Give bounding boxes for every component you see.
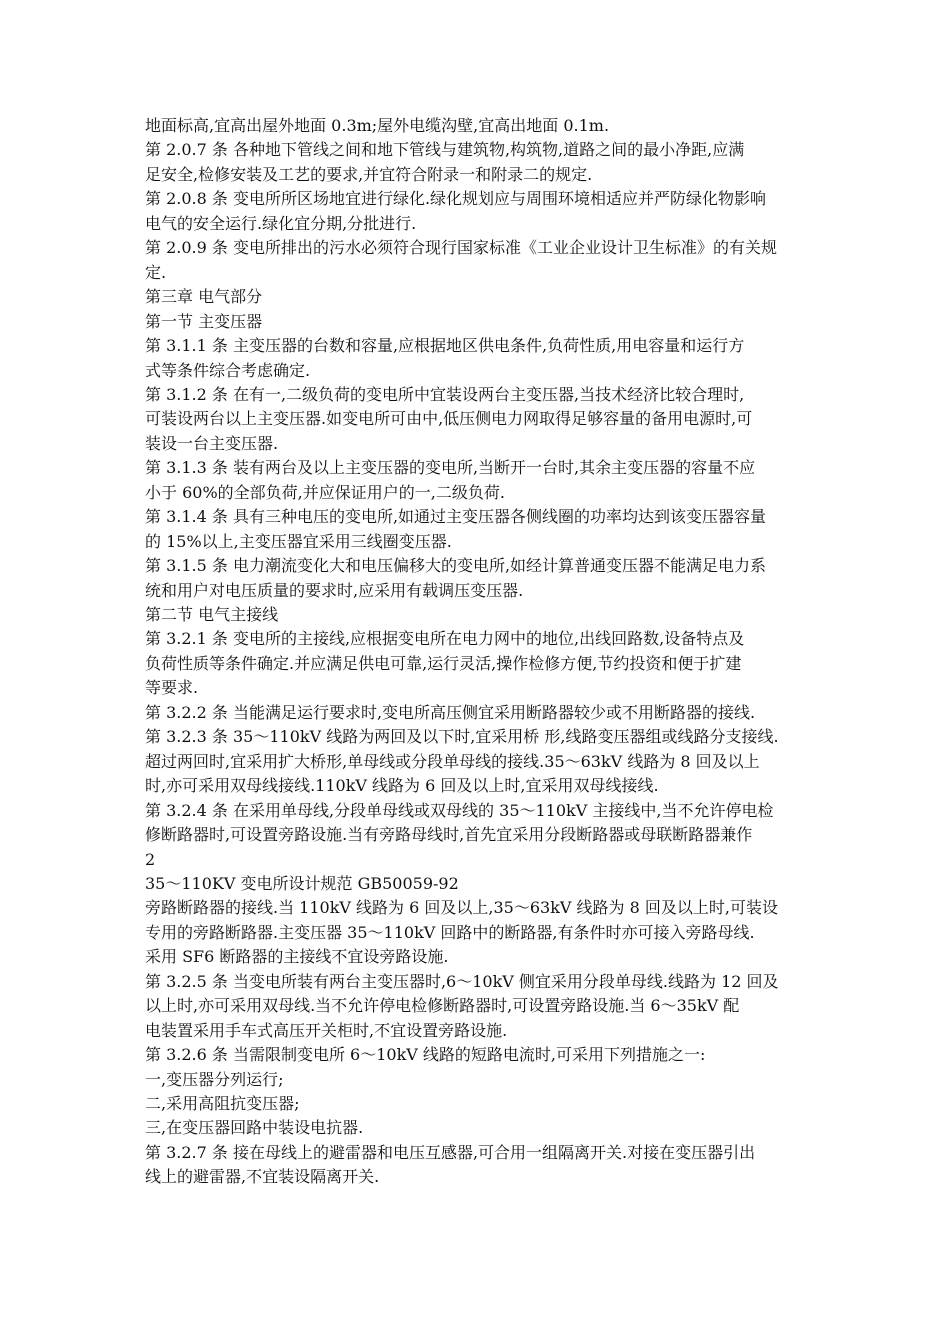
text-line: 等要求.	[145, 678, 199, 698]
text-line: 二,采用高阻抗变压器;	[145, 1094, 300, 1113]
text-line: 第二节 电气主接线	[145, 605, 279, 624]
text-line: 35～110KV 变电所设计规范 GB50059-92	[145, 873, 459, 893]
text-line: 可装设两台以上主变压器.如变电所可由中,低压侧电力网取得足够容量的备用电源时,可	[145, 409, 753, 429]
text-line: 第 3.2.5 条 当变电所装有两台主变压器时,6～10kV 侧宜采用分段单母线.线路为 12 回及	[145, 971, 779, 991]
text-line: 式等条件综合考虑确定.	[145, 360, 311, 380]
text-line: 第 3.2.7 条 接在母线上的避雷器和电压互感器,可合用一组隔离开关.对接在变压器引出	[145, 1142, 756, 1162]
text-line: 第 3.1.5 条 电力潮流变化大和电压偏移大的变电所,如经计算普通变压器不能满足电力系	[145, 556, 767, 576]
text-line: 地面标高,宜高出屋外地面 0.3m;屋外电缆沟壁,宜高出地面 0.1m.	[145, 116, 610, 135]
text-line: 第 3.2.3 条 35～110kV 线路为两回及以下时,宜采用桥 形,线路变压器组或线路分支接线.	[145, 727, 779, 747]
text-line: 电气的安全运行.绿化宜分期,分批进行.	[145, 213, 417, 233]
text-line: 足安全,检修安装及工艺的要求,并宜符合附录一和附录二的规定.	[145, 164, 593, 184]
text-line: 第 3.1.2 条 在有一,二级负荷的变电所中宜装设两台主变压器,当技术经济比较合理时,	[145, 384, 745, 404]
text-line: 第 3.2.1 条 变电所的主接线,应根据变电所在电力网中的地位,出线回路数,设备特点及	[145, 629, 745, 649]
text-line: 第 3.2.6 条 当需限制变电所 6～10kV 线路的短路电流时,可采用下列措施之一:	[145, 1045, 706, 1065]
text-line: 修断路器时,可设置旁路设施.当有旁路母线时,首先宜采用分段断路器或母联断路器兼作	[145, 825, 753, 845]
text-line: 装设一台主变压器.	[145, 433, 279, 453]
text-line: 第 3.1.4 条 具有三种电压的变电所,如通过主变压器各侧线圈的功率均达到该变压器容量	[145, 507, 767, 527]
text-line: 线上的避雷器,不宜装设隔离开关.	[145, 1167, 380, 1187]
text-line: 的 15%以上,主变压器宜采用三线圈变压器.	[145, 531, 452, 551]
text-line: 第三章 电气部分	[145, 287, 263, 307]
text-line: 2	[145, 849, 156, 869]
text-line: 第一节 主变压器	[145, 311, 263, 331]
text-line: 以上时,亦可采用双母线.当不允许停电检修断路器时,可设置旁路设施.当 6～35kV 配	[145, 996, 740, 1016]
text-line: 小于 60%的全部负荷,并应保证用户的一,二级负荷.	[145, 482, 505, 502]
text-line: 旁路断路器的接线.当 110kV 线路为 6 回及以上,35～63kV 线路为 8 回及以上时,可装设	[145, 898, 778, 918]
text-line: 第 2.0.8 条 变电所所区场地宜进行绿化.绿化规划应与周围环境相适应并严防绿化物影响	[145, 189, 767, 209]
text-line: 时,亦可采用双母线接线.110kV 线路为 6 回及以上时,宜采用双母线接线.	[145, 776, 659, 796]
text-line: 一,变压器分列运行;	[145, 1069, 284, 1089]
text-line: 电装置采用手车式高压开关柜时,不宜设置旁路设施.	[145, 1020, 508, 1040]
text-line: 定.	[145, 262, 167, 282]
text-line: 第 2.0.7 条 各种地下管线之间和地下管线与建筑物,构筑物,道路之间的最小净距,应满	[145, 140, 745, 160]
text-line: 采用 SF6 断路器的主接线不宜设旁路设施.	[145, 947, 449, 967]
text-line: 第 2.0.9 条 变电所排出的污水必须符合现行国家标准《工业企业设计卫生标准》的有关规	[145, 238, 777, 258]
text-line: 第 3.1.3 条 装有两台及以上主变压器的变电所,当断开一台时,其余主变压器的容量不应	[145, 458, 756, 478]
text-line: 第 3.1.1 条 主变压器的台数和容量,应根据地区供电条件,负荷性质,用电容量和运行方	[145, 336, 745, 356]
text-line: 三,在变压器回路中装设电抗器.	[145, 1118, 364, 1138]
text-line: 专用的旁路断路器.主变压器 35～110kV 回路中的断路器,有条件时亦可接入旁路母线.	[145, 922, 755, 942]
text-line: 第 3.2.4 条 在采用单母线,分段单母线或双母线的 35～110kV 主接线中,当不允许停电检	[145, 800, 774, 820]
text-line: 超过两回时,宜采用扩大桥形,单母线或分段单母线的接线.35～63kV 线路为 8 回及以上	[145, 751, 760, 771]
text-line: 负荷性质等条件确定.并应满足供电可靠,运行灵活,操作检修方便,节约投资和便于扩建	[145, 653, 742, 673]
text-line: 统和用户对电压质量的要求时,应采用有载调压变压器.	[145, 580, 524, 600]
text-line: 第 3.2.2 条 当能满足运行要求时,变电所高压侧宜采用断路器较少或不用断路器的接线.	[145, 702, 756, 722]
